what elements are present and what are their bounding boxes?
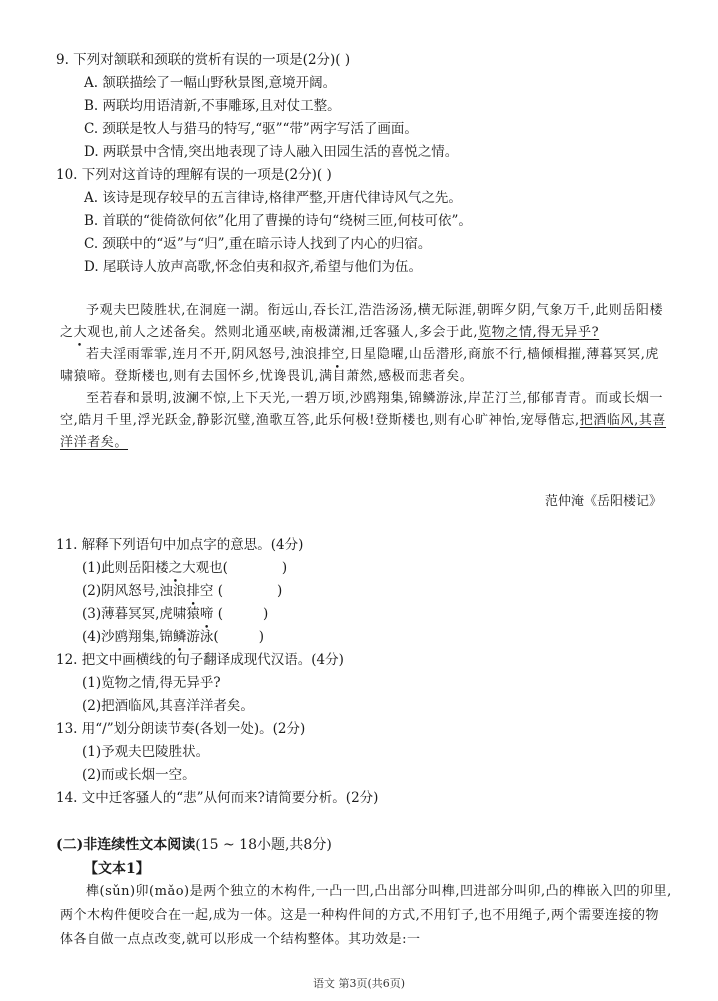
question-10-option-a: A. 该诗是现存较早的五言律诗,格律严整,开唐代律诗风气之先。 [84, 190, 462, 206]
question-10-option-d: D. 尾联诗人放声高歌,怀念伯夷和叔齐,希望与他们为伍。 [84, 259, 423, 275]
question-9-stem: 9. 下列对颔联和颈联的赏析有误的一项是(2分)( ) [56, 52, 351, 68]
question-11-stem: 11. 解释下列语句中加点字的意思。(4分) [56, 537, 304, 553]
question-11-item-4: (4)沙鸥翔集,锦鳞游泳( ) [82, 629, 264, 645]
dotted-char: 之 [60, 325, 74, 340]
page-footer: 语文 第3页(共6页) [312, 977, 406, 990]
question-13-item-2: (2)而或长烟一空。 [82, 767, 196, 783]
text-1-body: 榫(sǔn)卯(mǎo)是两个独立的木构件,一凸一凹,凸出部分叫榫,凹进部分叫卯,凸的榫嵌入凹的卯里,两个木构件便咬合在一起,成为一体。这是一种构件间的方式,不用钉子,也不用绳子,两个需要连接的物体各自做一点点改变,就可以形成一个结构整体。其功效是:一 [60, 884, 672, 947]
question-12-item-2: (2)把酒临风,其喜洋洋者矣。 [82, 698, 254, 714]
question-11-item-1: (1)此则岳阳楼之大观也( ) [82, 560, 288, 576]
passage-paragraph-1: 予观夫巴陵胜状,在洞庭一湖。衔远山,吞长江,浩浩汤汤,横无际涯,朝晖夕阴,气象万千,此则岳阳楼之大观也,前人之述备矣。然则北通巫峡,南极潇湘,迁客骚人,多会于此,览物之情,得无异乎? [60, 303, 664, 340]
question-12-stem: 12. 把文中画横线的句子翻译成现代汉语。(4分) [56, 652, 344, 668]
question-12-item-1: (1)览物之情,得无异乎? [82, 675, 221, 691]
classical-passage [60, 300, 672, 454]
section-2-title: (二)非连续性文本阅读(15 ~ 18小题,共8分) [56, 837, 332, 853]
text-1-tag: 【文本1】 [84, 861, 150, 877]
passage-paragraph-2: 若夫淫雨霏霏,连月不开,阴风怒号,浊浪排空,日星隐曜,山岳潜形,商旅不行,樯倾楫摧,薄暮冥冥,虎啸猿啼。登斯楼也,则有去国怀乡,忧谗畏讥,满目萧然,感极而悲者矣。 [60, 347, 660, 384]
question-9-option-a: A. 颔联描绘了一幅山野秋景图,意境开阔。 [84, 75, 337, 91]
question-10-option-c: C. 颈联中的“返”与“归”,重在暗示诗人找到了内心的归宿。 [84, 236, 432, 252]
question-9-option-b: B. 两联均用语清新,不事雕琢,且对仗工整。 [84, 98, 341, 114]
question-13-stem: 13. 用“/”划分朗读节奏(各划一处)。(2分) [56, 721, 306, 737]
question-11-item-2: (2)阴风怒号,浊浪排空 ( ) [82, 583, 283, 599]
passage-paragraph-3: 至若春和景明,波澜不惊,上下天光,一碧万顷,沙鸥翔集,锦鳞游泳,岸芷汀兰,郁郁青青。而或长烟一空,皓月千里,浮光跃金,静影沉璧,渔歌互答,此乐何极!登斯楼也,则有心旷神怡,宠辱偕忘,把酒临风,其喜洋洋者矣。 [60, 391, 667, 450]
question-13-item-1: (1)予观夫巴陵胜状。 [82, 744, 210, 760]
question-10-option-b: B. 首联的“徙倚欲何依”化用了曹操的诗句“绕树三匝,何枝可依”。 [84, 213, 472, 229]
underlined-sentence-1: 览物之情,得无异乎? [478, 325, 600, 340]
passage-source: 范仲淹《岳阳楼记》 [544, 494, 662, 509]
question-11-item-3: (3)薄暮冥冥,虎啸猿啼 ( ) [82, 606, 269, 622]
question-14-stem: 14. 文中迁客骚人的“悲”从何而来?请简要分析。(2分) [56, 790, 379, 806]
question-10-stem: 10. 下列对这首诗的理解有误的一项是(2分)( ) [56, 167, 332, 183]
question-9-option-c: C. 颈联是牧人与猎马的特写,“驱”“带”两字写活了画面。 [84, 121, 418, 137]
dotted-char: 排 [317, 347, 332, 362]
question-9-option-d: D. 两联景中含情,突出地表现了诗人融入田园生活的喜悦之情。 [84, 144, 459, 160]
underlined-sentence-2: 把酒临风,其喜洋洋者矣。 [60, 413, 667, 450]
